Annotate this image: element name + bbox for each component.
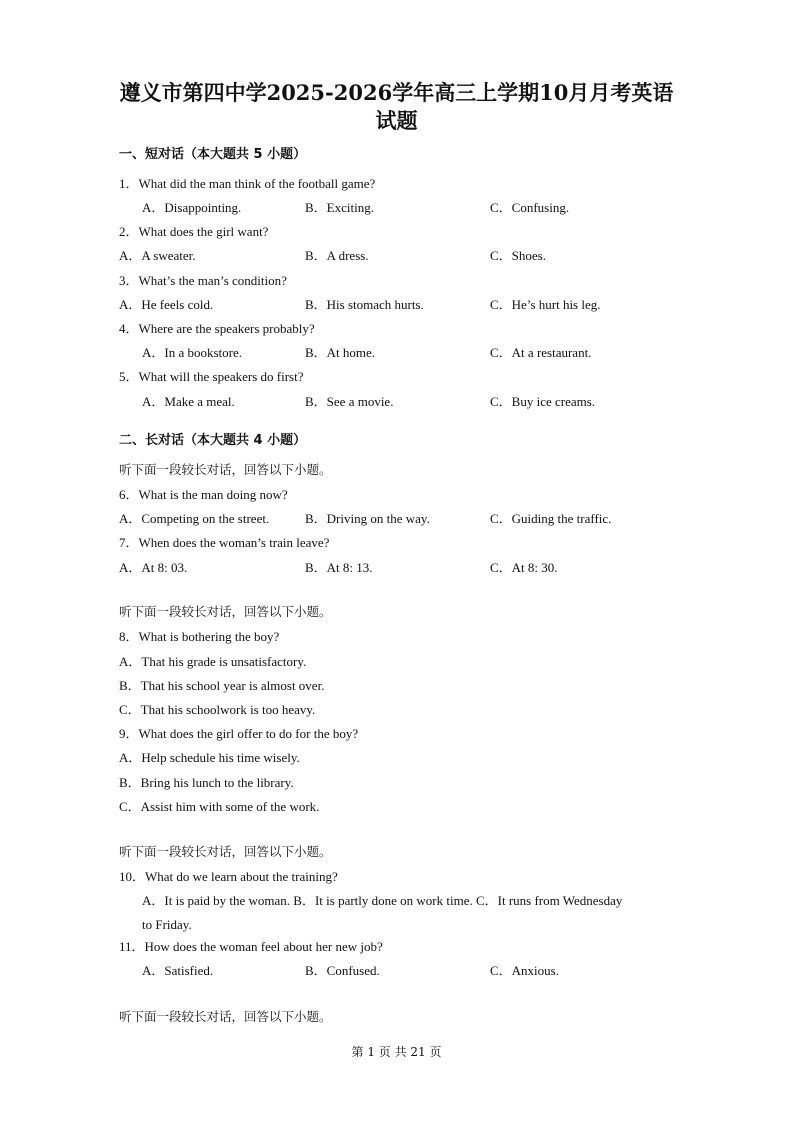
q4-option-c: C．At a restaurant. [490,345,592,360]
q7-option-c: C．At 8: 30. [490,560,558,575]
q1-option-a: A．Disappointing. [142,200,242,215]
q6-stem: 6．What is the man doing now? [119,487,288,502]
q3-option-a: A．He feels cold. [119,297,214,312]
q8-option-b: B．That his school year is almost over. [119,678,325,693]
page-title-line-2: 试题 [375,108,418,133]
q11-option-c: C．Anxious. [490,963,559,978]
q3-option-b: B．His stomach hurts. [305,297,424,312]
q9-option-c: C．Assist him with some of the work. [119,799,320,814]
page-footer: 第 1 页 共 21 页 [351,1045,442,1059]
q6-option-b: B．Driving on the way. [305,511,430,526]
q2-option-c: C．Shoes. [490,248,546,263]
q9-option-b: B．Bring his lunch to the library. [119,775,294,790]
q10-options-line-1: A．It is paid by the woman. B．It is partly done on work time. C．It runs from Wednesday [142,893,623,908]
q5-option-a: A．Make a meal. [142,394,235,409]
q1-option-b: B．Exciting. [305,200,374,215]
q5-stem: 5．What will the speakers do first? [119,369,304,384]
q6-option-c: C．Guiding the traffic. [490,511,612,526]
q11-stem: 11．How does the woman feel about her new job? [119,939,383,954]
q6-option-a: A．Competing on the street. [119,511,270,526]
q8-stem: 8．What is bothering the boy? [119,629,280,644]
q2-option-b: B．A dress. [305,248,369,263]
q10-stem: 10．What do we learn about the training? [119,869,338,884]
instruction-3: 听下面一段较长对话，回答以下小题。 [119,844,332,859]
instruction-2: 听下面一段较长对话，回答以下小题。 [119,604,332,619]
q7-option-b: B．At 8: 13. [305,560,373,575]
section-1-heading: 一、短对话（本大题共 5 小题） [119,147,307,162]
q4-option-a: A．In a bookstore. [142,345,243,360]
section-2-heading: 二、长对话（本大题共 4 小题） [119,433,307,448]
q8-option-a: A．That his grade is unsatisfactory. [119,654,307,669]
q7-option-a: A．At 8: 03. [119,560,188,575]
q3-option-c: C．He’s hurt his leg. [490,297,601,312]
q7-stem: 7．When does the woman’s train leave? [119,535,330,550]
page-title-line-1: 遵义市第四中学2025-2026学年高三上学期10月月考英语 [119,80,674,105]
instruction-1: 听下面一段较长对话，回答以下小题。 [119,462,332,477]
q5-option-b: B．See a movie. [305,394,394,409]
q5-option-c: C．Buy ice creams. [490,394,596,409]
q9-stem: 9．What does the girl offer to do for the boy? [119,726,359,741]
q11-option-a: A．Satisfied. [142,963,214,978]
q4-stem: 4．Where are the speakers probably? [119,321,315,336]
q4-option-b: B．At home. [305,345,376,360]
q10-options-line-2: to Friday. [142,917,192,932]
q8-option-c: C．That his schoolwork is too heavy. [119,702,316,717]
instruction-4: 听下面一段较长对话，回答以下小题。 [119,1009,332,1024]
q3-stem: 3．What’s the man’s condition? [119,273,287,288]
q1-stem: 1．What did the man think of the football game? [119,176,376,191]
q9-option-a: A．Help schedule his time wisely. [119,750,300,765]
q1-option-c: C．Confusing. [490,200,570,215]
q2-stem: 2．What does the girl want? [119,224,269,239]
q2-option-a: A．A sweater. [119,248,196,263]
q11-option-b: B．Confused. [305,963,380,978]
